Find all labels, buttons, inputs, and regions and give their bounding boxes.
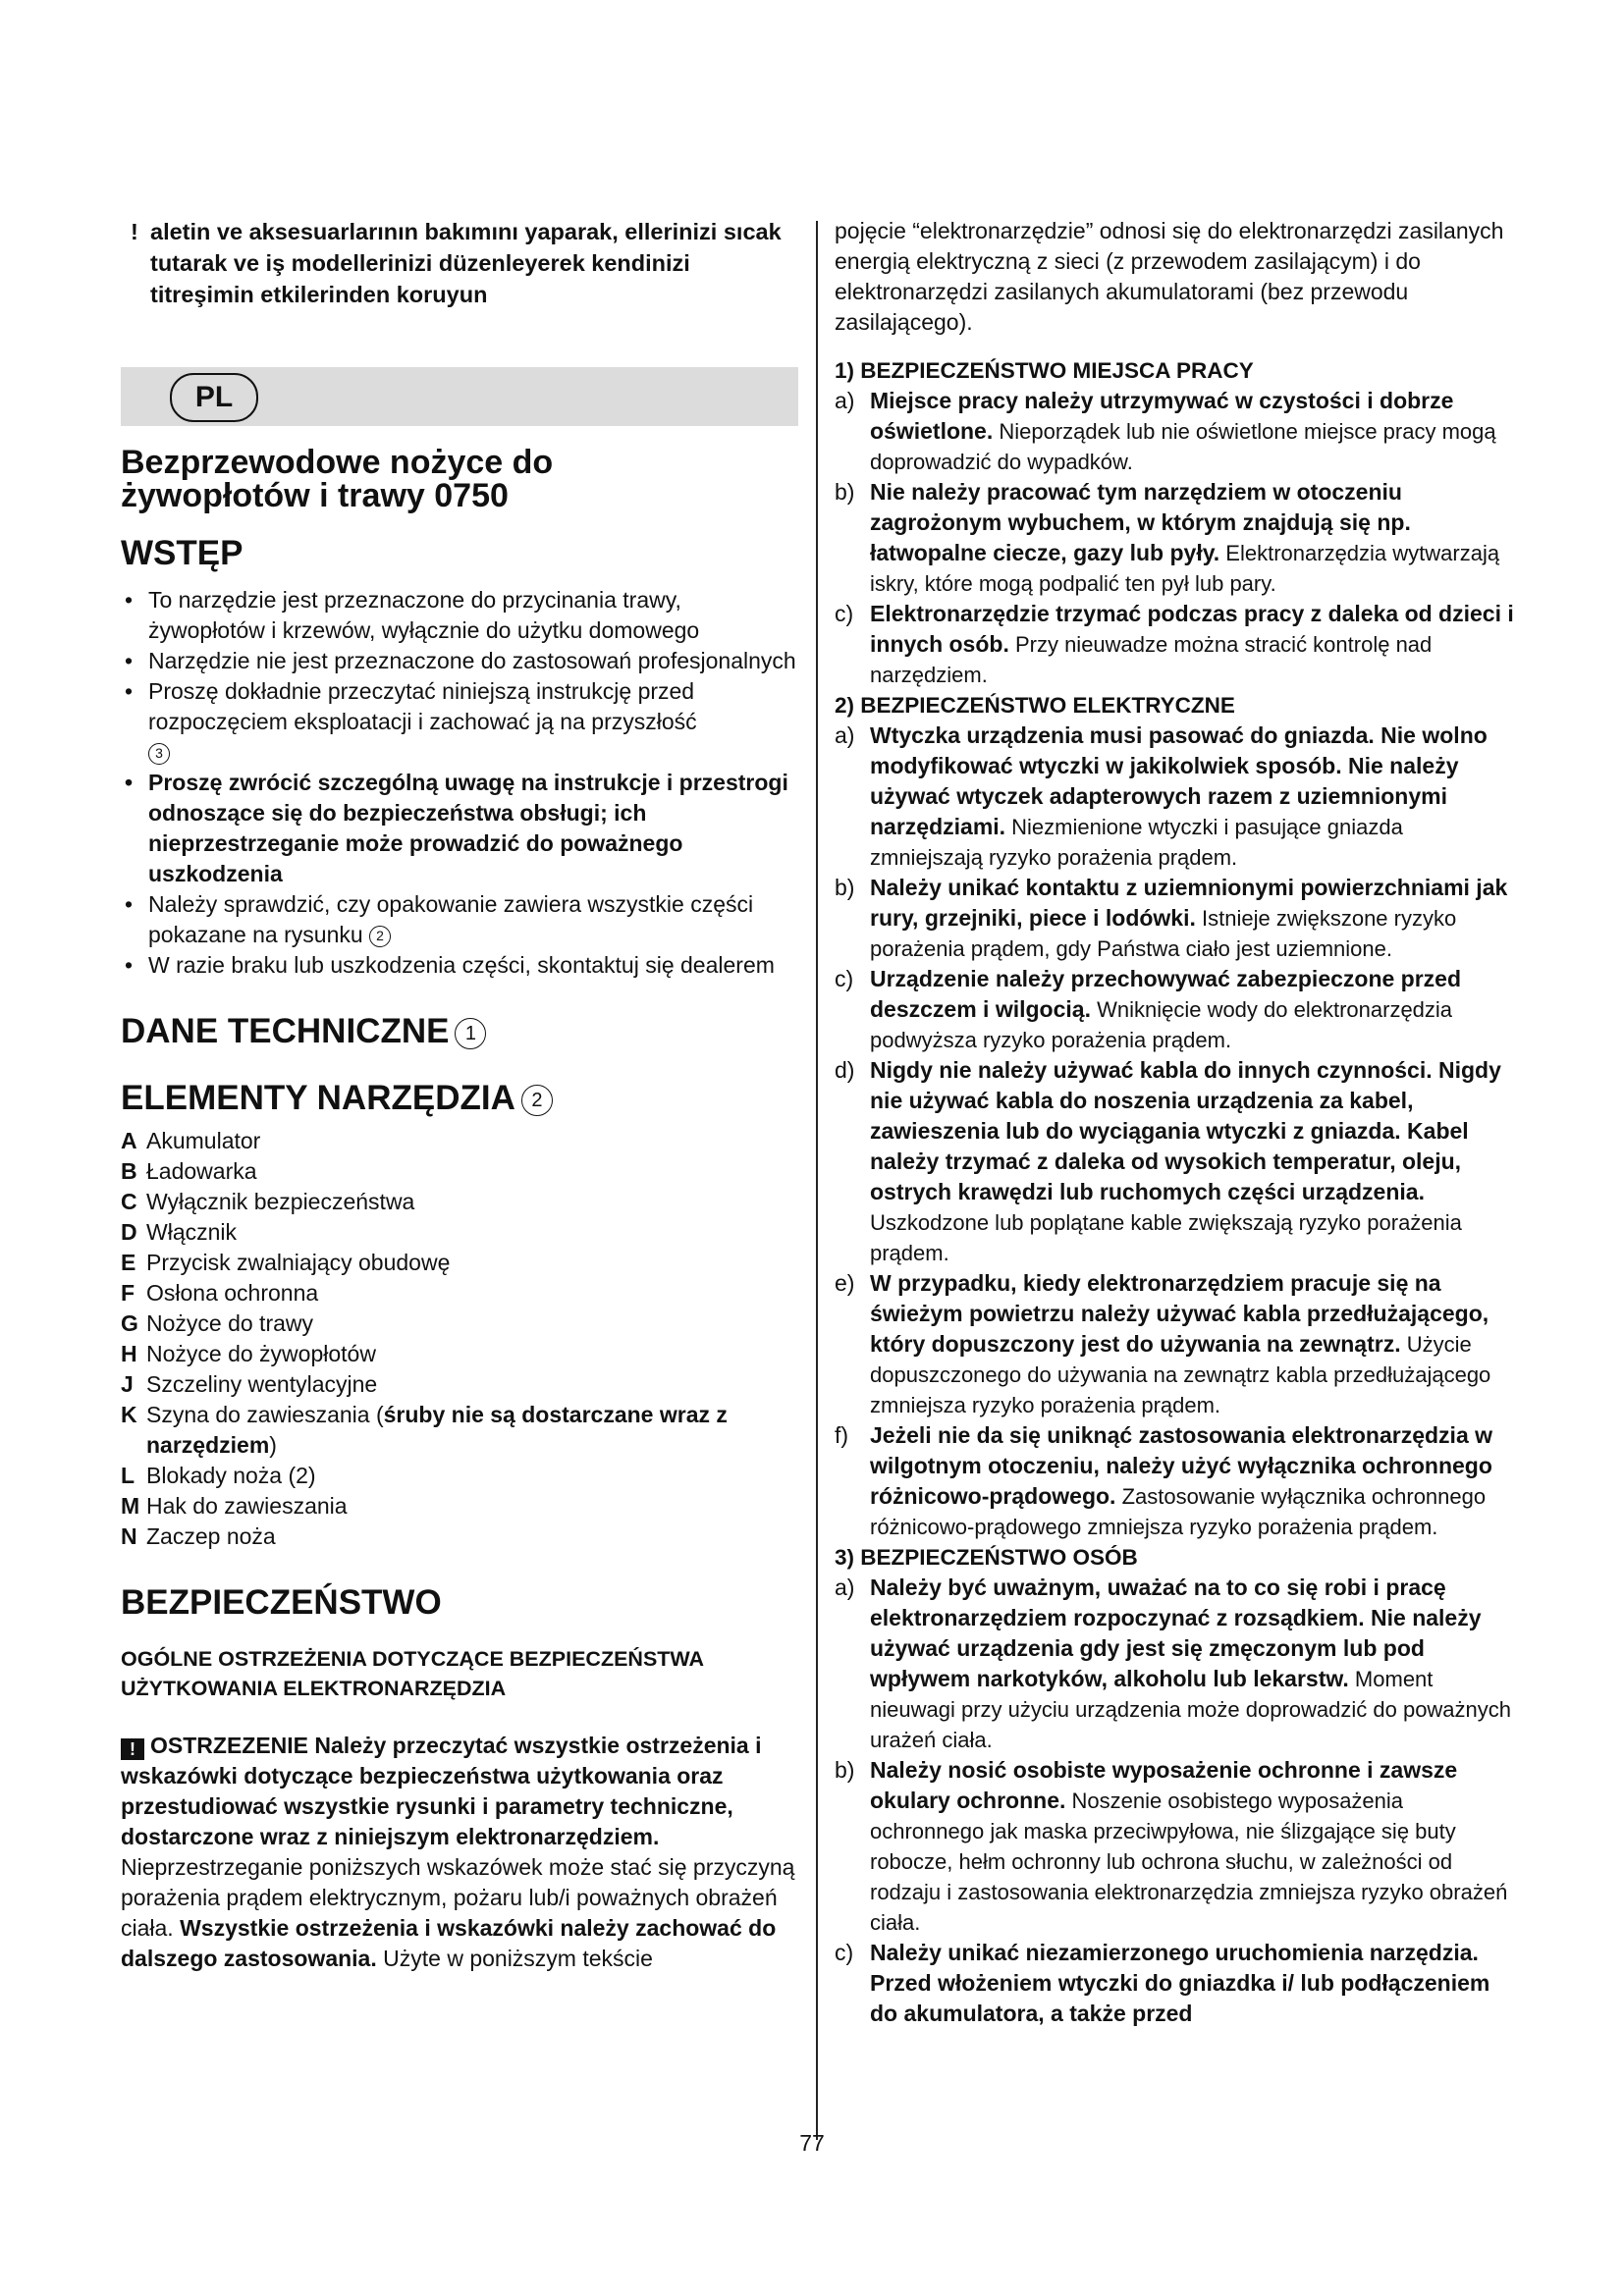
bullet-item: • Proszę dokładnie przeczytać niniejszą instrukcję przed rozpoczęciem eksploatacji i zachować ją na przyszłość 3 [121, 676, 798, 768]
safety-heading: BEZPIECZEŃSTWO [121, 1583, 442, 1622]
warning-icon: ! [121, 1738, 144, 1760]
product-title-line2: żywopłotów i trawy 0750 [121, 477, 509, 514]
intro-paragraph: pojęcie “elektronarzędzie” odnosi się do elektronarzędzi zasilanych energią elektryczną z sieci (z przewodem zasilającym) i do elektronarzędzi zasilanych akumulatorami (bez przewodu zasilającego). [835, 218, 1504, 335]
element-item: L Blokady noża (2) [121, 1463, 316, 1488]
language-badge: PL [170, 373, 258, 422]
bullet-item: • Narzędzie nie jest przeznaczone do zastosowań profesjonalnych [121, 646, 798, 676]
element-item: M Hak do zawieszania [121, 1493, 348, 1519]
product-title-line1: Bezprzewodowe nożyce do [121, 444, 554, 481]
rule-item: a) Należy być uważnym, uważać na to co się robi i pracę elektronarzędziem rozpoczynać z rozsądkiem. Nie należy używać urządzenia gdy jest się zmęczonym lub pod wpływem narkotyków, alkoholu lub lekarstw. Moment nieuwagi przy użyciu urządzenia może doprowadzić do poważnych urażeń ciała. [835, 1575, 1512, 1752]
rule-item: c) Elektronarzędzie trzymać podczas pracy z daleka od dzieci i innych osób. Przy nieuwadze można stracić kontrolę nad narzędziem. [835, 601, 1514, 687]
section-1-heading: 1) BEZPIECZEŃSTWO MIEJSCA PRACY [835, 358, 1254, 383]
tech-data-heading: DANE TECHNICZNE 1 [121, 1010, 798, 1053]
product-title [121, 446, 798, 512]
element-item: G Nożyce do trawy [121, 1310, 314, 1336]
rule-item: a) Wtyczka urządzenia musi pasować do gniazda. Nie wolno modyfikować wtyczki w jakikolwiek sposób. Nie należy używać wtyczek adapterowych razem z uziemnionymi narzędziami. Niezmienione wtyczki i pasujące gniazda zmniejszają ryzyko porażenia prądem. [835, 722, 1488, 870]
rule-item: c) Urządzenie należy przechowywać zabezpieczone przed deszczem i wilgocią. Wniknięcie wody do elektronarzędzia podwyższa ryzyko porażenia prądem. [835, 966, 1462, 1052]
figure-ref-2: 2 [369, 926, 391, 947]
section-3-heading: 3) BEZPIECZEŃSTWO OSÓB [835, 1545, 1138, 1570]
general-warnings-heading: OGÓLNE OSTRZEŻENIA DOTYCZĄCE BEZPIECZEŃSTWA UŻYTKOWANIA ELEKTRONARZĘDZIA [121, 1647, 704, 1700]
element-item: D Włącznik [121, 1219, 238, 1245]
left-column [121, 216, 798, 1974]
section-2-heading: 2) BEZPIECZEŃSTWO ELEKTRYCZNE [835, 693, 1235, 718]
rule-item: e) W przypadku, kiedy elektronarzędziem pracuje się na świeżym powietrzu należy używać kabla przedłużającego, który dopuszczony jest do używania na zewnątrz. Użycie dopuszczonego do używania na zewnątrz kabla przedłużającego zmniejsza ryzyko porażenia prądem. [835, 1270, 1491, 1417]
page-number: 77 [799, 2130, 825, 2156]
element-item: N Zaczep noża [121, 1523, 276, 1549]
element-item: B Ładowarka [121, 1158, 257, 1184]
element-item: E Przycisk zwalniający obudowę [121, 1250, 451, 1275]
figure-ref-1: 1 [455, 1018, 486, 1049]
rule-item: a) Miejsce pracy należy utrzymywać w czystości i dobrze oświetlone. Nieporządek lub nie oświetlone miejsce pracy mogą doprowadzić do wypadków. [835, 388, 1496, 474]
intro-bullets [121, 585, 798, 981]
warning-paragraph: ! OSTRZEZENIE Należy przeczytać wszystkie ostrzeżenia i wskazówki dotyczące bezpieczeństwa użytkowania oraz przestudiować wszystkie rysunki i parametry techniczne, dostarczone wraz z niniejszym elektronarzędziem. Nieprzestrzeganie poniższych wskazówek może stać się przyczyną porażenia prądem elektrycznym, pożaru lub/i poważnych obrażeń ciała. Wszystkie ostrzeżenia i wskazówki należy zachować do dalszego zastosowania. Użyte w poniższym tekście [121, 1733, 795, 1971]
bullet-item-important: • Proszę zwrócić szczególną uwagę na instrukcje i przestrogi odnoszące się do bezpieczeństwa obsługi; ich nieprzestrzeganie może prowadzić do poważnego uszkodzenia [121, 768, 798, 889]
figure-ref-2: 2 [521, 1085, 553, 1116]
intro-heading: WSTĘP [121, 534, 244, 572]
rule-item: b) Nie należy pracować tym narzędziem w otoczeniu zagrożonym wybuchem, w którym znajdują się np. łatwopalne ciecze, gazy lub pyły. Elektronarzędzia wytwarzają iskry, które mogą podpalić ten pył lub pary. [835, 479, 1500, 596]
element-item: J Szczeliny wentylacyjne [121, 1371, 378, 1397]
element-item: F Osłona ochronna [121, 1280, 319, 1306]
bullet-item: • Należy sprawdzić, czy opakowanie zawiera wszystkie części pokazane na rysunku 2 [121, 889, 798, 950]
elements-list [121, 1126, 798, 1552]
rule-item: d) Nigdy nie należy używać kabla do innych czynności. Nigdy nie używać kabla do noszenia urządzenia za kabel, zawieszenia lub do wyciągania wtyczki z gniazda. Kabel należy trzymać z daleka od wysokich temperatur, oleju, ostrych krawędzi lub ruchomych części urządzenia. Uszkodzone lub poplątane kable zwiększają ryzyko porażenia prądem. [835, 1057, 1501, 1265]
column-divider [816, 221, 818, 2140]
exclamation-mark: ! [131, 219, 138, 244]
rule-item: b) Należy nosić osobiste wyposażenie ochronne i zawsze okulary ochronne. Noszenie osobistego wyposażenia ochronnego jak maska przeciwpyłowa, nie ślizgające się buty robocze, hełm ochronny lub ochrona słuchu, w zależności od rodzaju i zastosowania elektronarzędzia zmniejsza ryzyko obrażeń ciała. [835, 1757, 1508, 1935]
turkish-note [121, 216, 798, 310]
rule-item: b) Należy unikać kontaktu z uziemnionymi powierzchniami jak rury, grzejniki, piece i lodówki. Istnieje zwiększone ryzyko porażenia prądem, gdy Państwa ciało jest uziemnione. [835, 875, 1508, 961]
turkish-note-text: aletin ve aksesuarlarının bakımını yaparak, ellerinizi sıcak tutarak ve iş modellerinizi düzenleyerek kendinizi titreşimin etkilerinden koruyun [150, 219, 782, 307]
element-item: A Akumulator [121, 1128, 261, 1153]
figure-ref-3: 3 [148, 743, 170, 765]
elements-heading: ELEMENTY NARZĘDZIA 2 [121, 1077, 798, 1120]
language-band [121, 367, 798, 426]
element-item: H Nożyce do żywopłotów [121, 1341, 376, 1366]
element-item: K Szyna do zawieszania (śruby nie są dostarczane wraz z narzędziem) [121, 1402, 728, 1458]
right-column [835, 216, 1517, 2029]
bullet-item: • To narzędzie jest przeznaczone do przycinania trawy, żywopłotów i krzewów, wyłącznie do użytku domowego [121, 585, 798, 646]
rule-item: f) Jeżeli nie da się uniknąć zastosowania elektronarzędzia w wilgotnym otoczeniu, należy użyć wyłącznika ochronnego różnicowo-prądowego. Zastosowanie wyłącznika ochronnego różnicowo-prądowego zmniejsza ryzyko porażenia prądem. [835, 1422, 1493, 1539]
element-item: C Wyłącznik bezpieczeństwa [121, 1189, 415, 1214]
rule-item: c) Należy unikać niezamierzonego uruchomienia narzędzia. Przed włożeniem wtyczki do gniazdka i/ lub podłączeniem do akumulatora, a także przed [835, 1940, 1490, 2026]
bullet-item: • W razie braku lub uszkodzenia części, skontaktuj się dealerem [121, 950, 798, 981]
